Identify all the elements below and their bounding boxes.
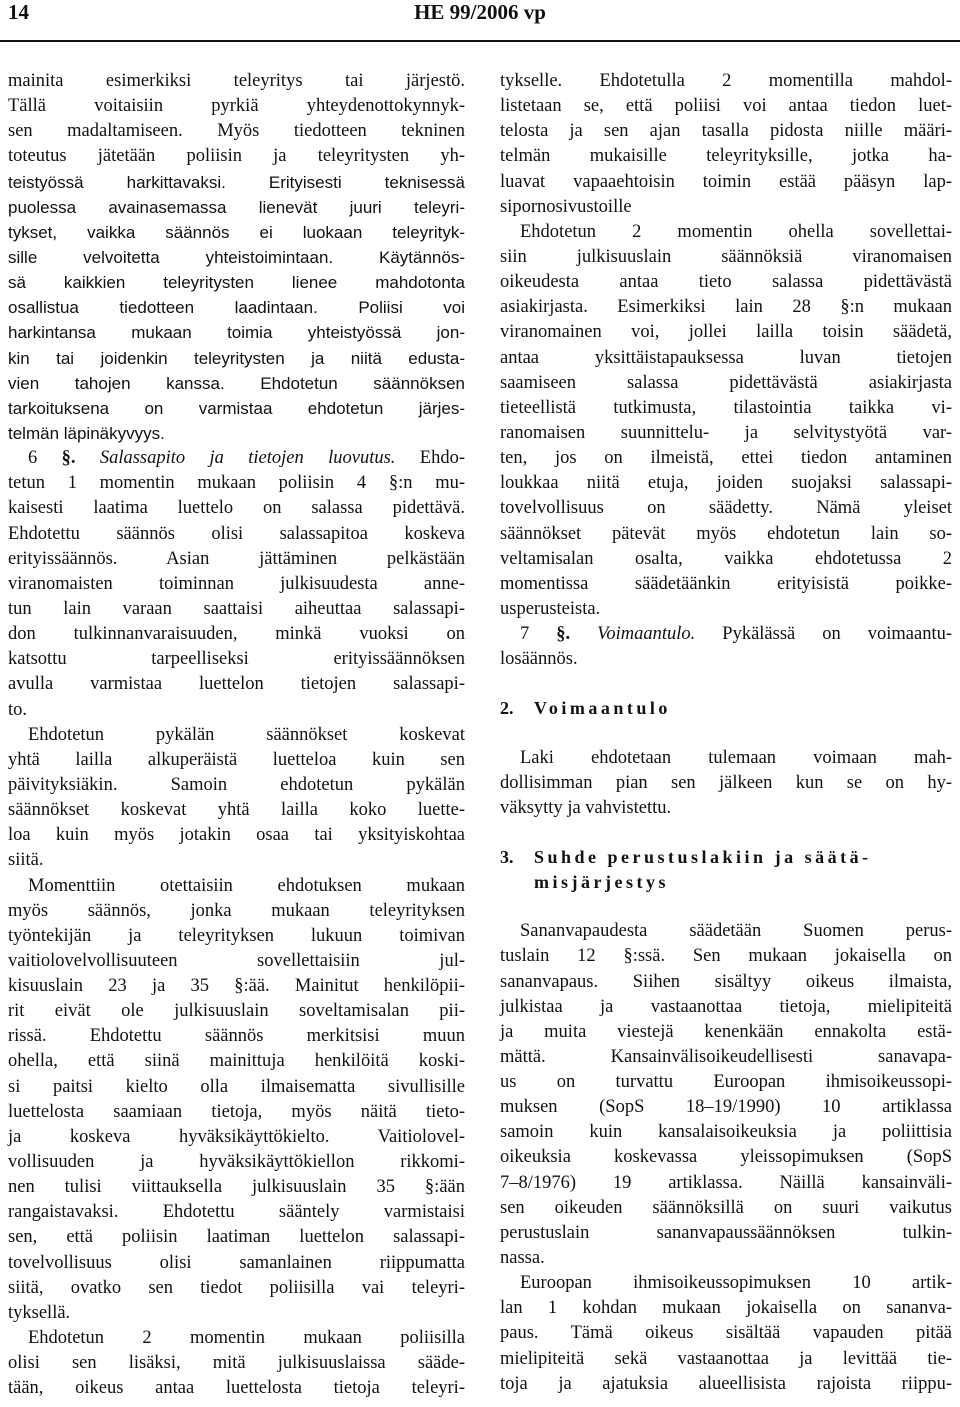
paragraph [500, 746, 952, 821]
text-line: nassa. [500, 1248, 545, 1269]
text-line: sen oikeuden säännöksillä on suuri vaikutus [500, 1197, 952, 1218]
section-6 [8, 446, 465, 723]
paragraph [8, 723, 465, 874]
heading-title: Suhde perustuslakiin ja säätä- [534, 846, 872, 867]
text-line: dollisimman pian sen jälkeen kun se on hy- [500, 772, 952, 793]
text-line: vaitiolovelvollisuuteen sovellettaisiin jul- [8, 950, 465, 971]
text-line: osallistua tiedotteen laadintaan. Poliisi voi [8, 298, 465, 318]
text-line: losäännös. [500, 649, 578, 670]
text-line: telmän mukaisille teleyrityksille, jotka ha- [500, 146, 952, 167]
text-line: telosta ja sen ajan tasalla pidosta niille määri- [500, 121, 952, 142]
heading-line [500, 845, 952, 870]
text-line: momentissa säädetäänkin erityisistä poikke- [500, 573, 952, 594]
text-line: myös säännös, jonka mukaan teleyrityksen [8, 900, 465, 921]
section-sign: §. [556, 624, 571, 645]
text-line: säännökset koskevat yhtä lailla koko luette- [8, 800, 465, 821]
text-line: mättä. Kansainvälisoikeudellisesti sanavapa- [500, 1046, 952, 1067]
text-line: antaa yksittäistapauksessa luvan tietojen [500, 347, 952, 368]
heading-title-continued: misjärjestys [534, 872, 669, 893]
text-line: usperusteista. [500, 598, 601, 619]
text-line: loa kuin myös jotakin osaa tai yksityiskohtaa [8, 825, 465, 846]
text-line: paus. Tämä oikeus sisältää vapauden pitää [500, 1323, 952, 1344]
text-line: työntekijän ja teleyrityksen lukuun toimivan [8, 925, 465, 946]
text-line: si paitsi kielto olla ilmaisematta sivullisille [8, 1076, 465, 1097]
text-line: tykselle. Ehdotetulla 2 momentilla mahdol- [500, 71, 952, 91]
text-line: vollisuuden ja hyväksikäyttökiellon rikkomi- [8, 1152, 465, 1173]
text-line: sä kaikkien teleyritysten lienee mahdotonta [8, 273, 465, 293]
text-line: olisi sen lisäksi, mitä julkisuuslaissa sääde- [8, 1353, 465, 1374]
text-line: tovelvollisuus on säädetty. Nämä yleiset [500, 498, 952, 519]
text-line: siitä, ovatko sen tiedot poliisilla vai teleyri- [8, 1277, 465, 1298]
page-number: 14 [8, 0, 29, 24]
text-line: säännökset pätevät myös ehdotetun lain so- [500, 523, 952, 544]
text-line: viranomainen voi, jollei lailla toisin säädetä, [500, 322, 952, 343]
text-line: vien tahojen kanssa. Ehdotetun säännöksen [8, 373, 465, 393]
text-line: Tällä voitaisiin pyrkiä yhteydenottokynnyk- [8, 96, 465, 117]
text-line: rissä. Ehdotettu säännös merkitsisi muun [8, 1026, 465, 1047]
text-line: listetaan se, että poliisi voi antaa tiedon luet- [500, 96, 952, 117]
text-line: siin julkisuuslain säännöksiä viranomaisen [500, 246, 952, 267]
text-line: Ehdotetun 2 momentin ohella sovellettai- [520, 221, 952, 242]
text-line: nen tulisi viittauksella julkisuuslain 35 §:ään [8, 1177, 465, 1198]
text-line: avulla varmistaa luettelon tietojen salassapi- [8, 674, 465, 695]
text-line: toja ja ajatuksia alueellisista rajoista riippu- [500, 1373, 952, 1394]
section-sign: §. [61, 448, 76, 469]
text-line: oikeudesta antaa tieto salassa pidettävästä [500, 272, 952, 293]
text-line: rit eivät ole julkisuuslain soveltamisalan pii- [8, 1001, 465, 1022]
text-line: perustuslain sananvapaussäännöksen tulkin- [500, 1222, 952, 1243]
text-line: tään, oikeus antaa luettelosta tietoja teleyri- [8, 1378, 465, 1399]
text-line: ohella, että siinä mainittuja henkilöitä koski- [8, 1051, 465, 1072]
left-column [8, 69, 465, 1401]
text-line: loukkaa niitä etuja, joiden suojaksi salassapi- [500, 473, 952, 494]
text-line: tun lain varaan saattaisi aiheuttaa salassapi- [8, 598, 465, 619]
text-line: us on turvattu Euroopan ihmisoikeussopi- [500, 1072, 952, 1093]
text-line: saamiseen salassa pidettävästä asiakirjasta [500, 372, 952, 393]
text-line: mielipiteitä sekä vastaanottaa ja levittää tie- [500, 1348, 952, 1369]
text-line: harkintansa mukaan toimia yhteistyössä jon- [8, 323, 465, 343]
text-line: kisuuslain 23 ja 35 §:ää. Mainitut henkilöpii- [8, 976, 465, 997]
text-line: ten, jos on ilmeistä, ettei tiedon antaminen [500, 448, 952, 469]
text-line: sen, että poliisin laatiman luettelon salassapi- [8, 1227, 465, 1248]
heading-title: Voimaantulo [534, 698, 671, 719]
text-line: päivityksiäkin. Samoin ehdotetun pykälän [8, 774, 465, 795]
section-title: Voimaantulo. [597, 624, 696, 645]
text-line: ja muita viestejä kenenkään ennakolta estä- [500, 1021, 952, 1042]
right-column [500, 69, 952, 1397]
text-line: tarkoituksena on varmistaa ehdotetun järjes- [8, 398, 465, 418]
section-title: Salassapito ja tietojen luovutus. [99, 448, 396, 469]
text-line: katsottu tarpeelliseksi erityissäännöksen [8, 649, 465, 670]
text-line: sille velvoitetta yhteistoimintaan. Käytännös- [8, 247, 465, 267]
paragraph [500, 220, 952, 622]
heading-number: 3. [500, 846, 514, 867]
text-line: julkistaa ja vastaanottaa tietoja, mielipiteitä [500, 996, 952, 1017]
paragraph [500, 919, 952, 1271]
text-line: tieteellistä tutkimusta, tilastointia taikka vi- [500, 397, 952, 418]
text-line: asiakirjasta. Esimerkiksi lain 28 §:n mukaan [500, 297, 952, 318]
text-line: Momenttiin otettaisiin ehdotuksen mukaan [28, 875, 465, 896]
text-line: mainita esimerkiksi teleyritys tai järjestö. [8, 71, 465, 91]
chapter-heading-3 [500, 845, 952, 895]
paragraph [500, 69, 952, 220]
text-line: 7–8/1976) 19 artiklassa. Näillä kansainväli- [500, 1172, 952, 1193]
text-line: sananvapaus. Siihen sisältyy oikeus ilmaista, [500, 971, 952, 992]
text-line: muksen (SopS 18–19/1990) 10 artiklassa [500, 1097, 952, 1118]
text-line: rangaistavaksi. Ehdotettu sääntely varmistaisi [8, 1202, 465, 1223]
text-line: ranomaisen suunnittelu- ja selvitystyötä var- [500, 422, 952, 443]
text-line: yhtä lailla alkuperäistä luetteloa kuin sen [8, 749, 465, 770]
text-line: samoin kuin kansalaisoikeuksia ja poliittisia [500, 1122, 952, 1143]
text-fragment: Pykälässä on voimaantu- [722, 624, 952, 645]
spacer [500, 722, 952, 746]
section-number: 7 [520, 624, 530, 645]
text-line: sipornosivustoille [500, 196, 632, 217]
text-line: tykset, vaikka säännös ei luokaan teleyrityk- [8, 222, 465, 242]
paragraph [8, 874, 465, 1327]
document-id: HE 99/2006 vp [414, 0, 546, 24]
page-header [0, 0, 960, 42]
paragraph [8, 69, 465, 446]
text-line: toteutus jätetään poliisin ja teleyritysten yh- [8, 146, 465, 167]
spacer [500, 672, 952, 696]
text-line: ja koskeva hyväksikäyttökielto. Vaitiolovel- [8, 1126, 465, 1147]
chapter-heading-2 [500, 696, 952, 721]
text-line: tetun 1 momentin mukaan poliisin 4 §:n mu- [8, 473, 465, 494]
text-line: teistyössä harkittavaksi. Erityisesti teknisessä [8, 172, 465, 192]
text-line: to. [8, 699, 28, 720]
text-line: puolessa avainasemassa lienevät juuri teleyri- [8, 197, 465, 217]
text-line: Ehdotetun 2 momentin mukaan poliisilla [28, 1328, 465, 1349]
text-line: oikeuksia koskevassa yleissopimuksen (SopS [500, 1147, 952, 1168]
paragraph [8, 1326, 465, 1401]
spacer [500, 821, 952, 845]
text-fragment: Ehdo- [419, 448, 465, 469]
text-line: kin tai joidenkin teleyritysten ja niitä edusta- [8, 348, 465, 368]
text-line: Ehdotettu säännös olisi salassapitoa koskeva [8, 523, 465, 544]
text-line: Ehdotetun pykälän säännökset koskevat [28, 724, 465, 745]
text-line: veltamisalan osalta, vaikka ehdotetussa 2 [500, 548, 952, 569]
section-number: 6 [28, 448, 38, 469]
spacer [500, 895, 952, 919]
text-line: erityissäännös. Asian jättäminen pelkästään [8, 548, 465, 569]
heading-number: 2. [500, 698, 514, 719]
text-line: viranomaisten toiminnan julkisuudesta anne- [8, 573, 465, 594]
section-7 [500, 622, 952, 672]
text-line: luettelosta saamiaan tietoja, myös näitä tieto- [8, 1101, 465, 1122]
text-line: sen madaltamiseen. Myös tiedotteen tekninen [8, 121, 465, 142]
text-line: tyksellä. [8, 1302, 71, 1323]
text-line: luavat vapaaehtoisin toimin estää pääsyn lap- [500, 171, 952, 192]
text-line: tovelvollisuus olisi samanlainen riippumatta [8, 1252, 465, 1273]
section-7-heading-line [500, 622, 952, 647]
text-line: kaisesti laatima luettelo on salassa pidettävä. [8, 498, 465, 519]
text-line: lan 1 kohdan mukaan jokaisella on sananva- [500, 1298, 952, 1319]
text-line: Euroopan ihmisoikeussopimuksen 10 artik- [520, 1273, 952, 1294]
paragraph [500, 1271, 952, 1397]
text-line: Laki ehdotetaan tulemaan voimaan mah- [520, 747, 952, 768]
text-line: don tulkinnanvaraisuuden, minkä vuoksi on [8, 624, 465, 645]
text-line: tuslain 12 §:ssä. Sen mukaan jokaisella on [500, 946, 952, 967]
text-line: väksytty ja vahvistettu. [500, 797, 672, 818]
section-6-heading-line [8, 446, 465, 471]
text-line: siitä. [8, 850, 44, 871]
text-line: telmän läpinäkyvyys. [8, 423, 165, 443]
text-line: Sananvapaudesta säädetään Suomen perus- [520, 921, 952, 942]
